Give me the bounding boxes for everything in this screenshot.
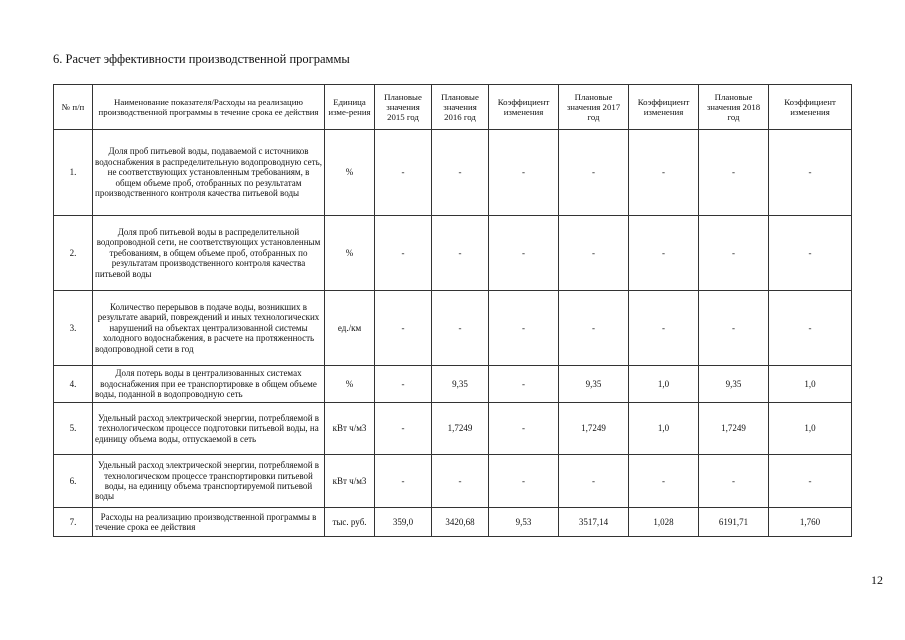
cell-plan-2018: 6191,71 bbox=[699, 508, 769, 537]
row-num: 3. bbox=[54, 291, 93, 366]
cell-plan-2015: - bbox=[375, 130, 432, 216]
header-name: Наименование показателя/Расходы на реализацию производственной программы в течение срока ее действия bbox=[93, 85, 325, 130]
row-num: 5. bbox=[54, 403, 93, 455]
header-plan-2017: Плановые значения 2017 год bbox=[559, 85, 629, 130]
cell-coef-3: - bbox=[769, 130, 852, 216]
cell-plan-2017: - bbox=[559, 455, 629, 508]
cell-plan-2016: 1,7249 bbox=[432, 403, 489, 455]
cell-plan-2017: 1,7249 bbox=[559, 403, 629, 455]
cell-plan-2016: 9,35 bbox=[432, 366, 489, 403]
efficiency-table bbox=[53, 84, 852, 537]
row-unit: кВт ч/м3 bbox=[325, 403, 375, 455]
row-name: Количество перерывов в подаче воды, возникших в результате аварий, повреждений и иных технологических нарушений на объектах централизованной системы холодного водоснабжения, в расчете на протяженность водопроводной сети в год bbox=[93, 291, 325, 366]
cell-plan-2017: 3517,14 bbox=[559, 508, 629, 537]
row-unit: % bbox=[325, 366, 375, 403]
cell-plan-2015: - bbox=[375, 455, 432, 508]
cell-plan-2018: - bbox=[699, 216, 769, 291]
cell-coef-1: - bbox=[489, 291, 559, 366]
table-row bbox=[54, 216, 852, 291]
cell-plan-2017: - bbox=[559, 216, 629, 291]
cell-coef-2: 1,0 bbox=[629, 403, 699, 455]
cell-coef-1: - bbox=[489, 366, 559, 403]
cell-coef-2: 1,0 bbox=[629, 366, 699, 403]
cell-plan-2016: - bbox=[432, 216, 489, 291]
row-num: 1. bbox=[54, 130, 93, 216]
cell-plan-2017: 9,35 bbox=[559, 366, 629, 403]
cell-coef-1: - bbox=[489, 455, 559, 508]
section-heading: 6. Расчет эффективности производственной программы bbox=[53, 52, 350, 66]
header-coef-3: Коэффициент изменения bbox=[769, 85, 852, 130]
cell-plan-2015: 359,0 bbox=[375, 508, 432, 537]
cell-plan-2018: - bbox=[699, 130, 769, 216]
table-row bbox=[54, 403, 852, 455]
row-name: Удельный расход электрической энергии, потребляемой в технологическом процессе транспортировки питьевой воды, на единицу объема транспортируемой питьевой воды bbox=[93, 455, 325, 508]
table-row bbox=[54, 508, 852, 537]
row-num: 2. bbox=[54, 216, 93, 291]
cell-coef-2: - bbox=[629, 455, 699, 508]
cell-coef-2: - bbox=[629, 216, 699, 291]
cell-plan-2016: - bbox=[432, 130, 489, 216]
row-name: Удельный расход электрической энергии, потребляемой в технологическом процессе подготовки питьевой воды, на единицу объема воды, отпускаемой в сеть bbox=[93, 403, 325, 455]
cell-plan-2018: - bbox=[699, 455, 769, 508]
row-name: Доля проб питьевой воды в распределительной водопроводной сети, не соответствующих установленным требованиям, в общем объеме проб, отобранных по результатам производственного контроля качества питьевой воды bbox=[93, 216, 325, 291]
cell-plan-2015: - bbox=[375, 216, 432, 291]
cell-coef-2: 1,028 bbox=[629, 508, 699, 537]
cell-plan-2015: - bbox=[375, 403, 432, 455]
cell-coef-3: 1,0 bbox=[769, 366, 852, 403]
cell-plan-2015: - bbox=[375, 366, 432, 403]
cell-coef-1: - bbox=[489, 403, 559, 455]
cell-plan-2018: - bbox=[699, 291, 769, 366]
cell-plan-2018: 1,7249 bbox=[699, 403, 769, 455]
cell-plan-2016: - bbox=[432, 291, 489, 366]
header-unit: Единица изме-рения bbox=[325, 85, 375, 130]
header-coef-2: Коэффициент изменения bbox=[629, 85, 699, 130]
table-row bbox=[54, 291, 852, 366]
cell-coef-3: - bbox=[769, 291, 852, 366]
cell-coef-1: - bbox=[489, 216, 559, 291]
cell-coef-1: 9,53 bbox=[489, 508, 559, 537]
row-unit: кВт ч/м3 bbox=[325, 455, 375, 508]
cell-coef-3: 1,0 bbox=[769, 403, 852, 455]
header-plan-2016: Плановые значения 2016 год bbox=[432, 85, 489, 130]
cell-plan-2016: 3420,68 bbox=[432, 508, 489, 537]
cell-plan-2015: - bbox=[375, 291, 432, 366]
table-row bbox=[54, 130, 852, 216]
cell-coef-2: - bbox=[629, 130, 699, 216]
cell-coef-3: - bbox=[769, 216, 852, 291]
header-coef-1: Коэффициент изменения bbox=[489, 85, 559, 130]
header-plan-2015: Плановые значения 2015 год bbox=[375, 85, 432, 130]
row-num: 6. bbox=[54, 455, 93, 508]
page-number: 12 bbox=[871, 573, 883, 587]
row-unit: % bbox=[325, 130, 375, 216]
header-row bbox=[54, 85, 852, 130]
header-plan-2018: Плановые значения 2018 год bbox=[699, 85, 769, 130]
table-row bbox=[54, 366, 852, 403]
cell-coef-1: - bbox=[489, 130, 559, 216]
cell-coef-3: 1,760 bbox=[769, 508, 852, 537]
cell-coef-2: - bbox=[629, 291, 699, 366]
cell-plan-2018: 9,35 bbox=[699, 366, 769, 403]
cell-plan-2017: - bbox=[559, 291, 629, 366]
row-unit: тыс. руб. bbox=[325, 508, 375, 537]
row-name: Расходы на реализацию производственной программы в течение срока ее действия bbox=[93, 508, 325, 537]
header-num: № п/п bbox=[54, 85, 93, 130]
row-unit: % bbox=[325, 216, 375, 291]
cell-coef-3: - bbox=[769, 455, 852, 508]
row-name: Доля проб питьевой воды, подаваемой с источников водоснабжения в распределительную водопроводную сеть, не соответствующих установленным требованиям, в общем объеме проб, отобранных по результатам производственного контроля качества питьевой воды bbox=[93, 130, 325, 216]
cell-plan-2016: - bbox=[432, 455, 489, 508]
row-num: 4. bbox=[54, 366, 93, 403]
row-num: 7. bbox=[54, 508, 93, 537]
row-unit: ед./км bbox=[325, 291, 375, 366]
row-name: Доля потерь воды в централизованных системах водоснабжения при ее транспортировке в общем объеме воды, поданной в водопроводную сеть bbox=[93, 366, 325, 403]
table-row bbox=[54, 455, 852, 508]
cell-plan-2017: - bbox=[559, 130, 629, 216]
